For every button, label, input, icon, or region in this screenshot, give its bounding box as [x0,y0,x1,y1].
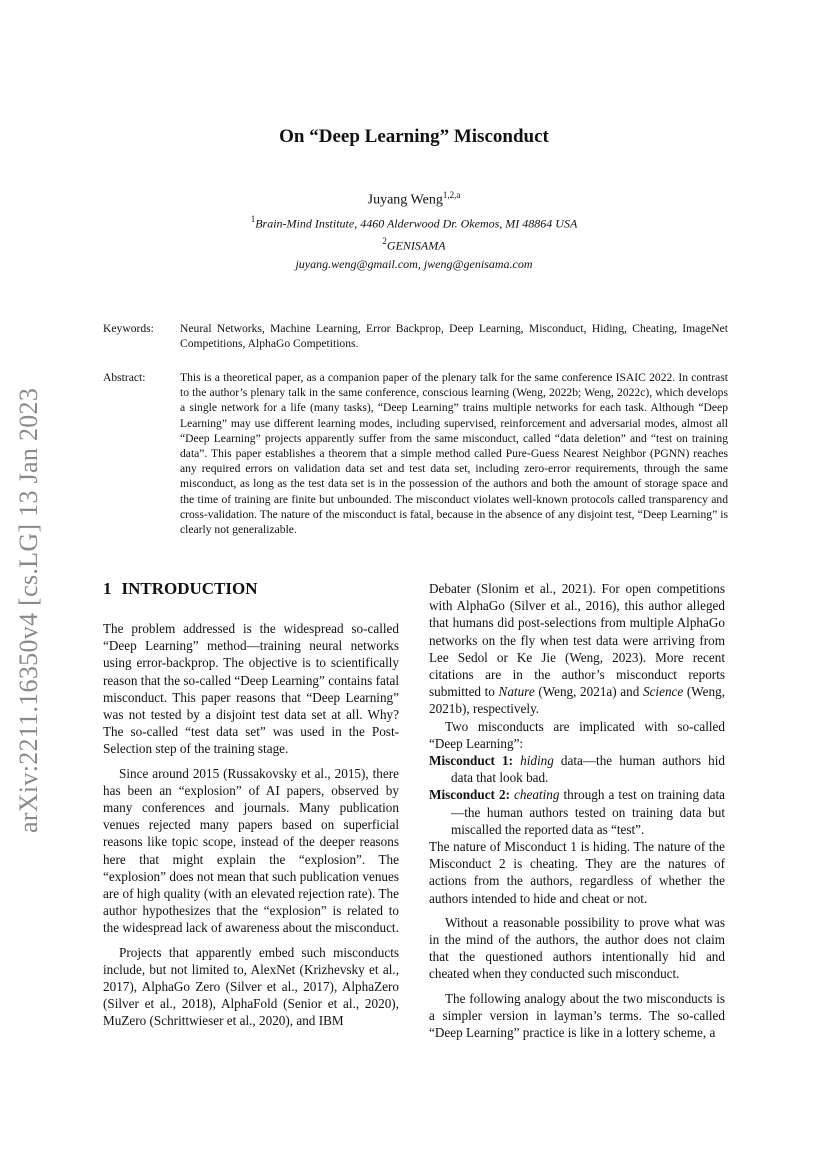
right-paragraph-4: Without a reasonable possibility to prove what was in the mind of the authors, the author does not claim that the questioned authors intentionally hid and cheated when they conducted such misconduct. [429,914,725,982]
misconduct-2-emphasis: cheating [514,787,560,803]
misconduct-2-item [429,786,725,838]
misconduct-1-text: data—the human authors hid data that look bad. [451,753,725,786]
keywords-label: Keywords: [103,322,154,335]
journal-science: Science [642,684,684,700]
author-superscript: 1,2,a [442,190,461,200]
left-paragraph: The problem addressed is the widespread so-called “Deep Learning” method—training neural networks using error-backprop. The objective is to scientifically reason that the so-called “Deep Learning” contains fatal misconduct. This paper reasons that “Deep Learning” was not tested by a disjoint test data set at all. Why? The so-called “test data set” was used in the Post-Selection step of the training stage. [103,621,399,757]
author-name: Juyang Weng [367,192,443,208]
misconduct-1-label: Misconduct 1: [429,753,514,769]
misconduct-2-text: through a test on training data—the human authors tested on training data but miscalled the reported data as “test”. [451,787,725,837]
abstract-block [103,370,728,537]
section-heading [103,578,399,600]
affiliation-1 [0,210,828,233]
abstract-text: This is a theoretical paper, as a companion paper of the plenary talk for the same conference ISAIC 2022. In contrast to the author’s plenary talk in the same conference, conscious learning (Weng, 2022b; Weng, 2022c), which develops a single network for a life (many tasks), “Deep Learning” trains multiple networks for each task. Although “Deep Learning” may use different learning modes, including supervised, reinforcement and adversarial modes, almost all “Deep Learning” projects apparently suffer from the same misconduct, called “data deletion” and “test on training data”. This paper establishes a theorem that a simple method called Pure-Guess Nearest Neighbor (PGNN) reaches any required errors on validation data set and test data set, including zero-error requirements, through the same misconduct, as long as the test data set is in the possession of the authors and both the amount of storage space and the time of training are finite but unbounded. The misconduct violates well-known protocols called transparency and cross-validation. The nature of the misconduct is fatal, because in the absence of any disjoint test, “Deep Learning” is clearly not generalizable. [180,371,728,537]
misconduct-2-label: Misconduct 2: [429,787,510,803]
affiliation-2-marker: 2 [382,236,387,246]
right-paragraph-2: Two misconducts are implicated with so-called “Deep Learning”: [429,718,725,751]
author-block [0,186,828,273]
right-paragraph-5: The following analogy about the two misconducts is a simpler version in layman’s terms. The so-called “Deep Learning” practice is like in a lottery scheme, a [429,990,725,1041]
paper-title: On “Deep Learning” Misconduct [279,126,549,147]
section-title: INTRODUCTION [121,579,258,598]
keywords-block [103,321,728,351]
abstract-label: Abstract: [103,371,146,384]
right-p1-text-c: (Weng, 2021b), respectively. [429,684,725,717]
arxiv-sidebar-stamp: arXiv:2211.16350v4 [cs.LG] 13 Jan 2023 [14,387,43,833]
right-column [429,580,725,1041]
journal-nature: Nature [498,684,535,700]
affiliation-2 [0,232,828,255]
right-paragraph-1 [429,580,725,718]
affiliation-2-text: GENISAMA [386,238,446,253]
misconduct-1-emphasis: hiding [520,753,554,769]
right-p1-text-a: Debater (Slonim et al., 2021). For open competitions with AlphaGo (Silver et al., 2016), this author alleged that humans did post-selections from multiple AlphaGo networks on the fly when test data were arriving from Lee Sedol or Ke Jie (Weng, 2023). More recent citations are in the author’s misconduct reports submitted to [429,581,725,700]
misconduct-1-item [429,752,725,786]
section-number: 1 [103,579,112,598]
keywords-text: Neural Networks, Machine Learning, Error Backprop, Deep Learning, Misconduct, Hiding, Cheating, ImageNet Competitions, AlphaGo Competitions. [180,322,728,351]
author-line [0,186,828,210]
author-email: juyang.weng@gmail.com, jweng@genisama.com [295,256,533,271]
affiliation-1-marker: 1 [250,213,256,224]
left-column [103,578,399,1030]
left-paragraph: Since around 2015 (Russakovsky et al., 2015), there has been an “explosion” of AI papers, observed by many conferences and journals. Many publication venues rejected many papers based on superficial reasons like topic scope, instead of the deeper reasons here that might explain the “explosion”. The “explosion” does not mean that such publication venues are of high quality (with an elevated rejection rate). The author hypothesizes that the “explosion” is related to the widespread lack of awareness about the misconduct. [103,765,399,936]
left-paragraph: Projects that apparently embed such misconducts include, but not limited to, AlexNet (Krizhevsky et al., 2017), AlphaGo Zero (Silver et al., 2017), AlphaZero (Silver et al., 2018), AlphaFold (Senior et al., 2020), MuZero (Schrittwieser et al., 2020), and IBM [103,944,399,1029]
right-p1-text-b: (Weng, 2021a) and [534,684,643,700]
affiliation-1-text: Brain-Mind Institute, 4460 Alderwood Dr. Okemos, MI 48864 USA [255,216,578,230]
right-paragraph-3: The nature of Misconduct 1 is hiding. The nature of the Misconduct 2 is cheating. They are the natures of actions from the authors, regardless of whether the authors intended to hide and cheat or not. [429,839,725,906]
